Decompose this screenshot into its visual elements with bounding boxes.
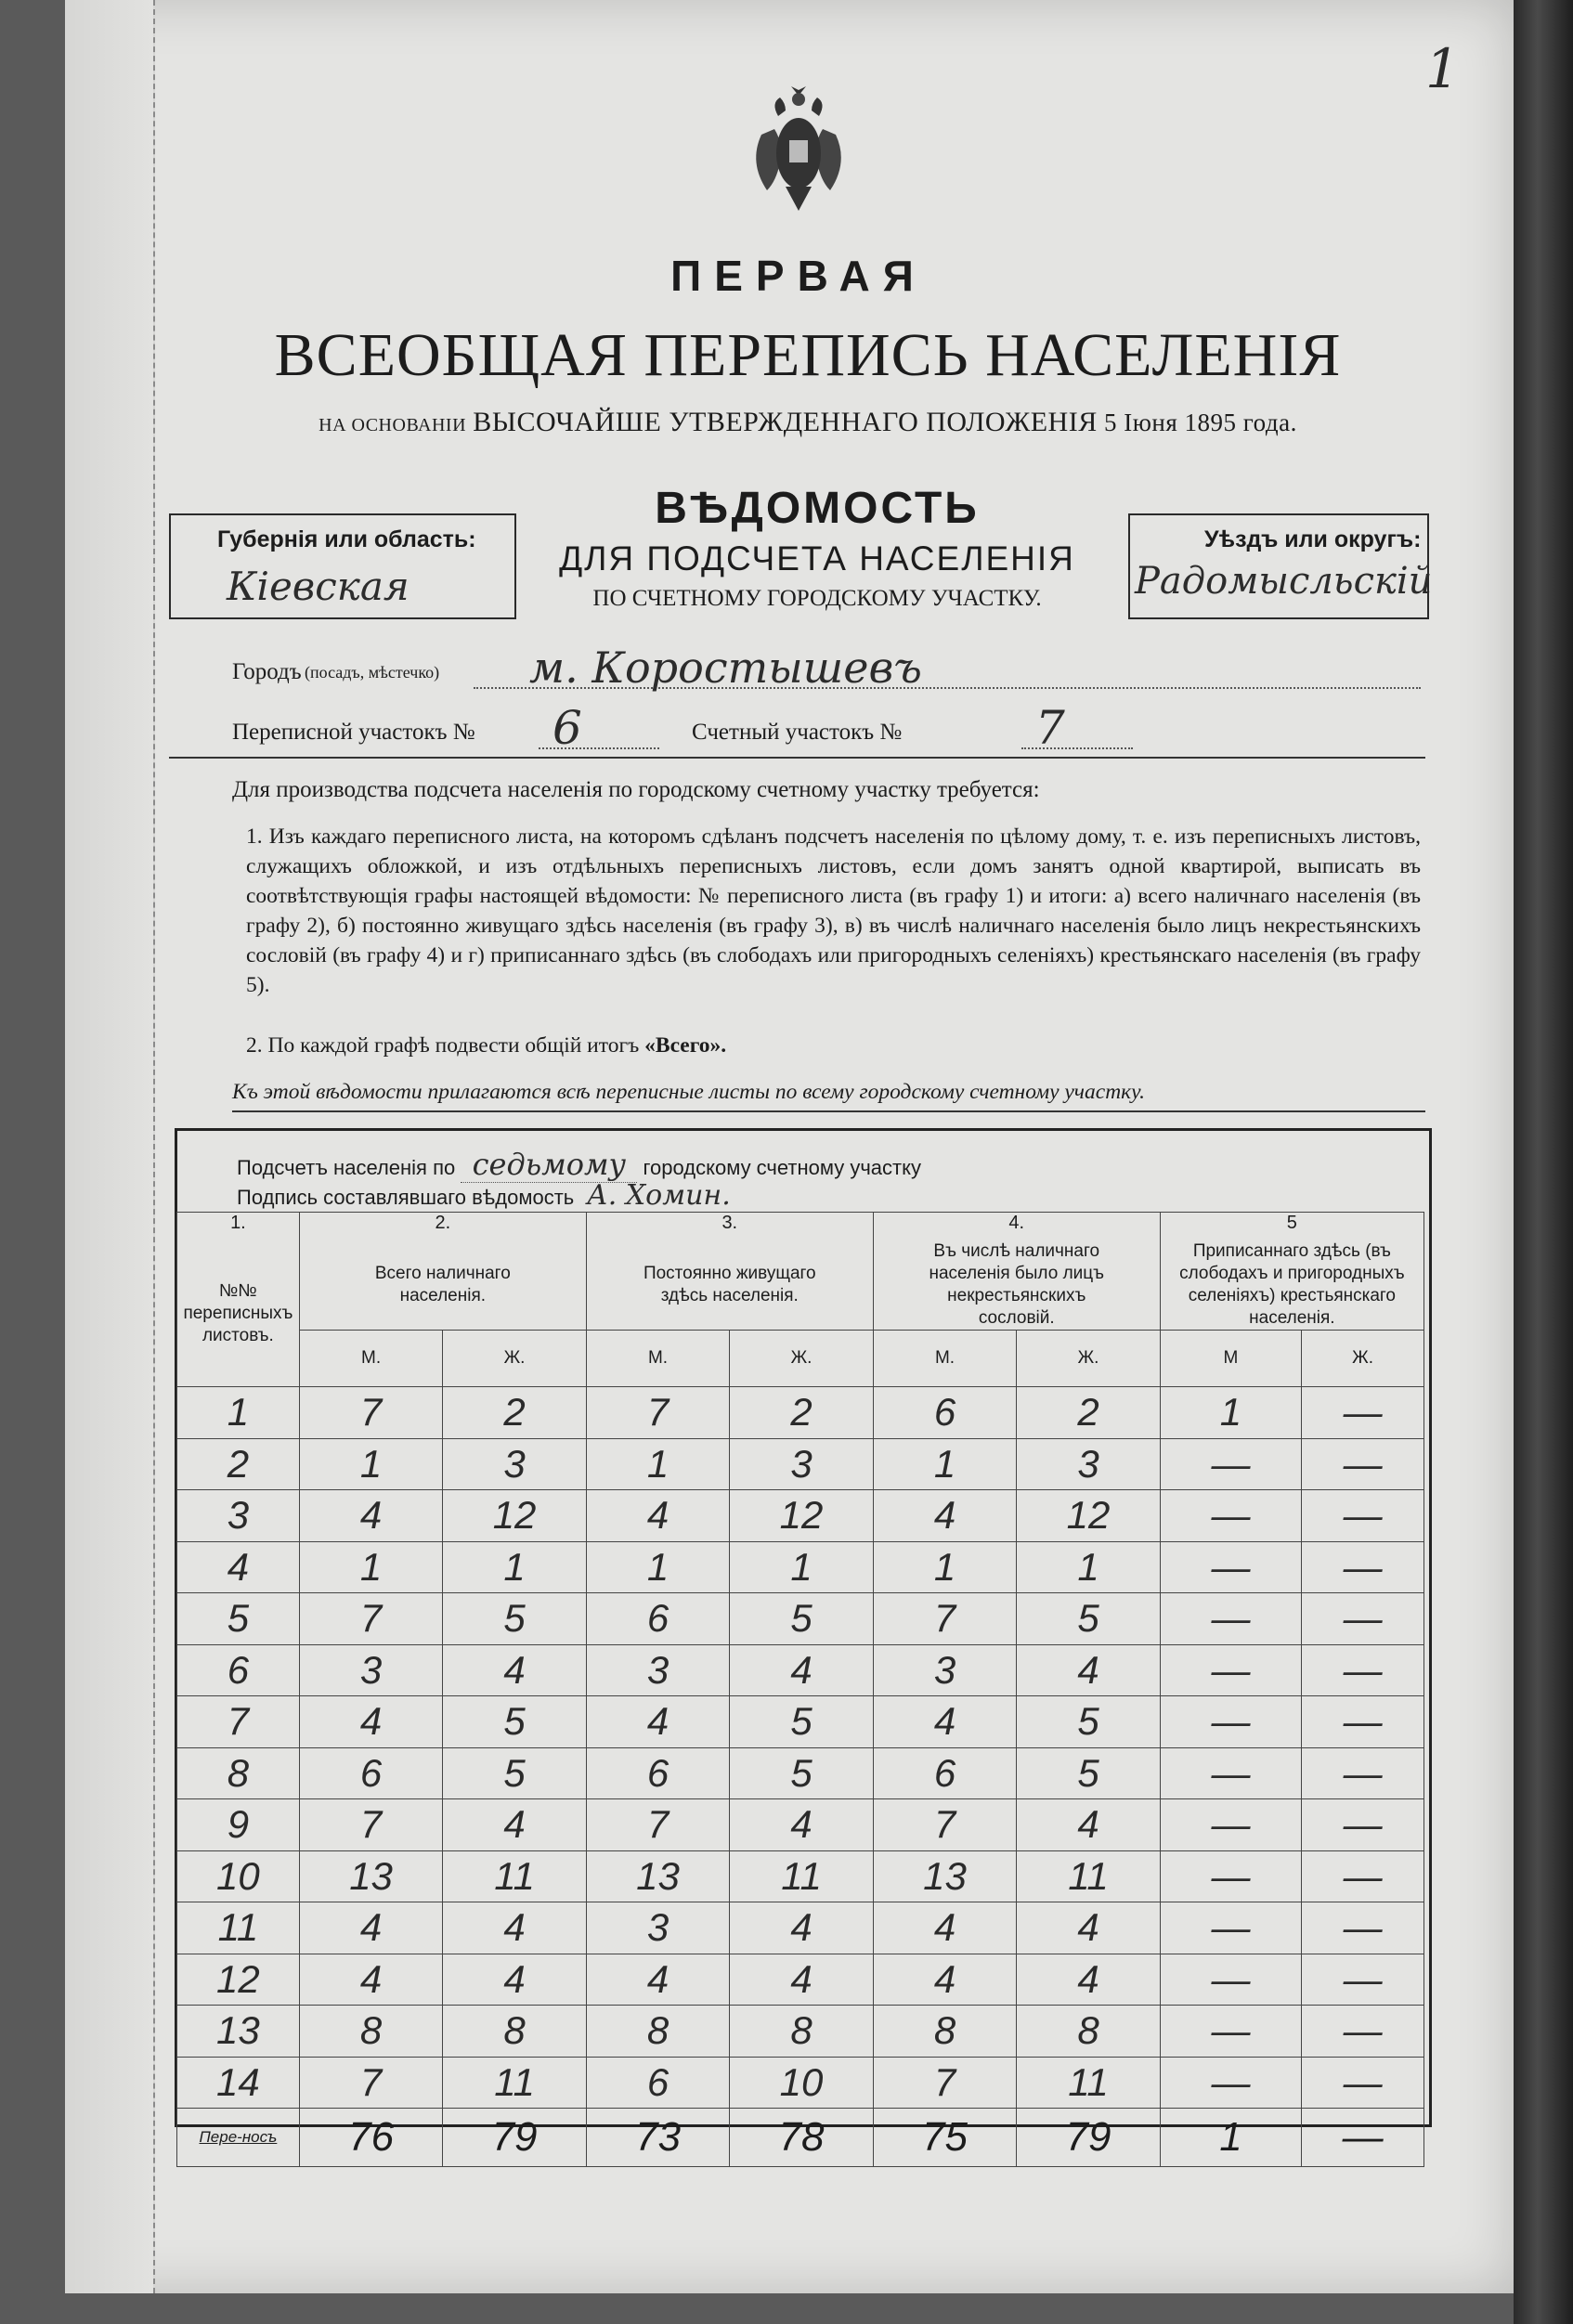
count-cell: 6	[586, 1593, 729, 1645]
instructions-item-2	[246, 1031, 1421, 1060]
count-cell: 11	[443, 2057, 586, 2109]
uezd-value: Радомысльскій	[1135, 560, 1433, 603]
count-cell: —	[1160, 1954, 1301, 2006]
count-cell: —	[1302, 1438, 1424, 1490]
count-cell: —	[1160, 1593, 1301, 1645]
count-cell: 6	[299, 1747, 442, 1799]
perepisnoy-label: Переписной участокъ №	[232, 720, 475, 745]
sheet-number-cell: 10	[177, 1850, 300, 1902]
count-cell: 6	[873, 1387, 1016, 1439]
count-cell: 2	[730, 1387, 873, 1439]
count-cell: 7	[873, 1593, 1016, 1645]
table-row	[177, 1644, 1424, 1696]
count-cell: 4	[873, 1954, 1016, 2006]
column-3-title: Постоянно живущаго здѣсь населенія.	[586, 1240, 873, 1331]
count-cell: —	[1160, 2057, 1301, 2109]
gorod-row	[232, 643, 1425, 706]
count-cell: —	[1302, 2006, 1424, 2058]
count-cell: 7	[299, 1387, 442, 1439]
table-row	[177, 1541, 1424, 1593]
count-cell: 12	[443, 1490, 586, 1542]
sheet-number-cell: 6	[177, 1644, 300, 1696]
scan-background-edge	[1514, 0, 1573, 2324]
count-cell: 3	[873, 1644, 1016, 1696]
count-cell: 4	[586, 1490, 729, 1542]
count-cell: 4	[443, 1644, 586, 1696]
sex-label-f: Ж.	[443, 1331, 586, 1387]
total-cell: —	[1302, 2109, 1424, 2167]
column-4-number: 4.	[873, 1213, 1160, 1241]
count-cell: —	[1302, 1387, 1424, 1439]
count-cell: 4	[730, 1954, 873, 2006]
count-cell: 11	[1017, 1850, 1160, 1902]
gubernia-label: Губернія или область:	[217, 526, 476, 552]
count-cell: 6	[873, 1747, 1016, 1799]
total-cell: 75	[873, 2109, 1016, 2167]
podschet-suffix: городскому счетному участку	[643, 1156, 921, 1179]
count-cell: 4	[873, 1490, 1016, 1542]
count-cell: 2	[1017, 1387, 1160, 1439]
podpis-value: А. Хомин.	[579, 1179, 737, 1213]
gorod-label-small: (посадъ, мѣстечко)	[305, 663, 440, 682]
count-cell: 4	[299, 1954, 442, 2006]
count-cell: 4	[1017, 1954, 1160, 2006]
podschet-value: седьмому	[461, 1147, 637, 1183]
total-cell: 78	[730, 2109, 873, 2167]
count-cell: 1	[873, 1438, 1016, 1490]
count-cell: 2	[443, 1387, 586, 1439]
count-cell: 11	[443, 1850, 586, 1902]
count-cell: —	[1302, 1490, 1424, 1542]
count-cell: 11	[730, 1850, 873, 1902]
count-cell: 3	[586, 1644, 729, 1696]
count-cell: 3	[730, 1438, 873, 1490]
gorod-label: Городъ	[232, 659, 302, 684]
sheet-number-cell: 13	[177, 2006, 300, 2058]
count-cell: 4	[299, 1696, 442, 1748]
gorod-value: м. Коростышевъ	[529, 643, 922, 693]
column-5-title: Приписаннаго здѣсь (въ слободахъ и пригородныхъ селеніяхъ) крестьянскаго населенія.	[1160, 1240, 1424, 1331]
column-2-number: 2.	[299, 1213, 586, 1241]
item-2-total-word: «Всего».	[644, 1033, 727, 1058]
count-cell: 11	[1017, 2057, 1160, 2109]
count-cell: 5	[1017, 1747, 1160, 1799]
imperial-eagle-emblem	[743, 79, 854, 218]
table-row	[177, 2006, 1424, 2058]
podschet-label: Подсчетъ населенія по	[237, 1156, 456, 1179]
count-cell: 8	[299, 2006, 442, 2058]
count-cell: —	[1160, 1541, 1301, 1593]
gubernia-box	[169, 513, 516, 619]
count-cell: —	[1160, 1799, 1301, 1851]
table-row	[177, 1850, 1424, 1902]
column-3-number: 3.	[586, 1213, 873, 1241]
table-row	[177, 1438, 1424, 1490]
vedomost-subtitle-2: ПО СЧЕТНОМУ ГОРОДСКОМУ УЧАСТКУ.	[592, 586, 1042, 611]
count-cell: 5	[1017, 1593, 1160, 1645]
sheet-number-cell: 5	[177, 1593, 300, 1645]
count-cell: 4	[586, 1696, 729, 1748]
count-cell: —	[1302, 1954, 1424, 2006]
count-cell: —	[1302, 1644, 1424, 1696]
count-cell: 5	[443, 1593, 586, 1645]
table-row	[177, 1799, 1424, 1851]
count-cell: 4	[1017, 1902, 1160, 1954]
instructions-item-1: 1. Изъ каждаго переписного листа, на которомъ сдѣланъ подсчетъ населенія по цѣлому дому, т. е. изъ переписныхъ листовъ, служащихъ обложкой, и изъ отдѣльныхъ переписныхъ листовъ, если домъ занятъ одной квартирой, выписать въ соотвѣтствующія графы настоящей вѣдомости: № переписного листа (въ графу 1) и итоги: а) всего наличнаго населенія (въ графу 2), б) постоянно живущаго здѣсь населенія (въ графу 3), в) въ числѣ наличнаго населенія было лицъ некрестьянскихъ сословій (въ графу 4) и г) приписаннаго здѣсь (въ слободахъ или пригородныхъ селеніяхъ) крестьянскаго населенія (въ графу 5).	[246, 824, 1421, 997]
count-cell: 5	[443, 1696, 586, 1748]
count-cell: 3	[586, 1902, 729, 1954]
count-cell: —	[1302, 1696, 1424, 1748]
count-cell: 1	[1160, 1387, 1301, 1439]
count-cell: 4	[1017, 1799, 1160, 1851]
count-cell: —	[1302, 1799, 1424, 1851]
count-cell: 8	[873, 2006, 1016, 2058]
count-cell: 13	[873, 1850, 1016, 1902]
vedomost-title: ВѢДОМОСТЬ	[655, 484, 980, 533]
sheet-number-cell: 11	[177, 1902, 300, 1954]
count-cell: —	[1160, 1850, 1301, 1902]
podpis-line	[237, 1179, 1416, 1213]
count-cell: 4	[730, 1902, 873, 1954]
count-cell: —	[1160, 1490, 1301, 1542]
totals-row	[177, 2109, 1424, 2167]
vedomost-subtitle: ДЛЯ ПОДСЧЕТА НАСЕЛЕНІЯ	[559, 539, 1075, 578]
table-row	[177, 1593, 1424, 1645]
sex-label-m: М	[1160, 1331, 1301, 1387]
sheet-number-cell: 7	[177, 1696, 300, 1748]
count-cell: —	[1302, 1593, 1424, 1645]
count-cell: 4	[873, 1696, 1016, 1748]
count-cell: 4	[443, 1954, 586, 2006]
sheet-number-cell: 9	[177, 1799, 300, 1851]
column-5-number: 5	[1160, 1213, 1424, 1241]
count-cell: 7	[586, 1387, 729, 1439]
count-cell: 8	[586, 2006, 729, 2058]
count-cell: 7	[586, 1799, 729, 1851]
count-cell: 1	[730, 1541, 873, 1593]
total-cell: 79	[443, 2109, 586, 2167]
table-row	[177, 1696, 1424, 1748]
count-cell: 5	[730, 1696, 873, 1748]
sheet-number-cell: 14	[177, 2057, 300, 2109]
count-cell: 7	[299, 1593, 442, 1645]
column-title-row	[177, 1240, 1424, 1331]
count-cell: —	[1160, 1747, 1301, 1799]
total-cell: 79	[1017, 2109, 1160, 2167]
count-cell: 1	[1017, 1541, 1160, 1593]
tally-rows	[177, 1387, 1424, 2109]
instructions-note: Къ этой вѣдомости прилагаются всѣ переписные листы по всему городскому счетному участку.	[232, 1077, 1425, 1112]
count-cell: —	[1160, 1696, 1301, 1748]
count-cell: —	[1160, 1438, 1301, 1490]
instructions-intro: Для производства подсчета населенія по городскому счетному участку требуется:	[232, 777, 1040, 802]
schetny-value: 7	[1035, 701, 1065, 755]
count-cell: 13	[299, 1850, 442, 1902]
count-cell: —	[1302, 1747, 1424, 1799]
count-cell: 7	[299, 1799, 442, 1851]
tally-table	[176, 1212, 1424, 2167]
count-cell: 1	[586, 1541, 729, 1593]
count-cell: 4	[586, 1954, 729, 2006]
count-cell: 4	[443, 1902, 586, 1954]
binding-spine	[65, 0, 155, 2293]
table-row	[177, 1902, 1424, 1954]
total-cell: 1	[1160, 2109, 1301, 2167]
table-row	[177, 1490, 1424, 1542]
sheet-number-cell: 2	[177, 1438, 300, 1490]
sex-label-row	[177, 1331, 1424, 1387]
table-row	[177, 1747, 1424, 1799]
total-cell: 73	[586, 2109, 729, 2167]
column-1-number: 1.	[177, 1213, 300, 1241]
count-cell: —	[1160, 2006, 1301, 2058]
count-cell: 7	[873, 2057, 1016, 2109]
uezd-box	[1128, 513, 1433, 619]
sex-label-m: М.	[586, 1331, 729, 1387]
count-cell: 4	[730, 1799, 873, 1851]
count-cell: 1	[299, 1541, 442, 1593]
count-cell: 5	[1017, 1696, 1160, 1748]
count-cell: 13	[586, 1850, 729, 1902]
column-2-title: Всего наличнаго населенія.	[299, 1240, 586, 1331]
column-4-title: Въ числѣ наличнаго населенія было лицъ некрестьянскихъ сословій.	[873, 1240, 1160, 1331]
count-cell: 5	[443, 1747, 586, 1799]
gubernia-value: Кіевская	[227, 564, 410, 609]
count-cell: 12	[730, 1490, 873, 1542]
count-cell: 4	[299, 1902, 442, 1954]
census-basis-line	[186, 407, 1430, 438]
count-cell: 7	[299, 2057, 442, 2109]
basis-prefix: НА ОСНОВАНІИ	[318, 415, 467, 435]
count-cell: 4	[730, 1644, 873, 1696]
count-cell: 4	[1017, 1644, 1160, 1696]
count-cell: 3	[299, 1644, 442, 1696]
page-number: 1	[1425, 37, 1460, 100]
table-row	[177, 1387, 1424, 1439]
count-cell: —	[1160, 1902, 1301, 1954]
sex-label-f: Ж.	[1302, 1331, 1424, 1387]
perepisnoy-underline	[539, 747, 659, 749]
count-cell: —	[1302, 1902, 1424, 1954]
table-row	[177, 1954, 1424, 2006]
schetny-underline	[1021, 747, 1133, 749]
sheet-number-cell: 1	[177, 1387, 300, 1439]
count-cell: —	[1302, 1850, 1424, 1902]
podschet-line	[237, 1147, 1416, 1183]
count-cell: 1	[586, 1438, 729, 1490]
count-cell: 5	[730, 1747, 873, 1799]
sheet-number-cell: 3	[177, 1490, 300, 1542]
column-1-title: №№ переписныхъ листовъ.	[177, 1240, 300, 1387]
census-title-main: ВСЕОБЩАЯ ПЕРЕПИСЬ НАСЕЛЕНІЯ	[274, 321, 1342, 389]
count-cell: 6	[586, 2057, 729, 2109]
sheet-number-cell: 8	[177, 1747, 300, 1799]
census-title-first: ПЕРВАЯ	[670, 252, 927, 300]
count-cell: 1	[299, 1438, 442, 1490]
count-cell: 4	[873, 1902, 1016, 1954]
schetny-label: Счетный участокъ №	[692, 720, 903, 745]
table-row	[177, 2057, 1424, 2109]
basis-date: 5 Іюня 1895 года.	[1103, 409, 1297, 436]
count-cell: 8	[730, 2006, 873, 2058]
count-cell: 4	[299, 1490, 442, 1542]
count-cell: 3	[443, 1438, 586, 1490]
total-cell: 76	[299, 2109, 442, 2167]
count-cell: 6	[586, 1747, 729, 1799]
count-cell: 8	[443, 2006, 586, 2058]
count-cell: 10	[730, 2057, 873, 2109]
sheet-number-cell: 12	[177, 1954, 300, 2006]
item-2-text: 2. По каждой графѣ подвести общій итогъ	[246, 1033, 640, 1058]
count-cell: 1	[443, 1541, 586, 1593]
count-cell: 5	[730, 1593, 873, 1645]
sheet-number-cell: 4	[177, 1541, 300, 1593]
sex-label-m: М.	[873, 1331, 1016, 1387]
sex-label-f: Ж.	[730, 1331, 873, 1387]
count-cell: 3	[1017, 1438, 1160, 1490]
uezd-label: Уѣздъ или округъ:	[1204, 526, 1422, 552]
vedomost-heading	[520, 483, 1114, 612]
sex-label-f: Ж.	[1017, 1331, 1160, 1387]
podpis-label: Подпись составлявшаго вѣдомость	[237, 1186, 575, 1209]
count-cell: —	[1302, 1541, 1424, 1593]
count-cell: 4	[443, 1799, 586, 1851]
basis-main: ВЫСОЧАЙШЕ УТВЕРЖДЕННАГО ПОЛОЖЕНІЯ	[473, 407, 1098, 437]
count-cell: 12	[1017, 1490, 1160, 1542]
count-cell: 1	[873, 1541, 1016, 1593]
count-cell: 8	[1017, 2006, 1160, 2058]
count-cell: 7	[873, 1799, 1016, 1851]
section-divider	[169, 757, 1425, 759]
count-cell: —	[1302, 2057, 1424, 2109]
column-number-row	[177, 1213, 1424, 1241]
sex-label-m: М.	[299, 1331, 442, 1387]
count-cell: —	[1160, 1644, 1301, 1696]
perepisnoy-value: 6	[552, 701, 582, 755]
totals-label: Пере-носъ	[177, 2109, 300, 2167]
